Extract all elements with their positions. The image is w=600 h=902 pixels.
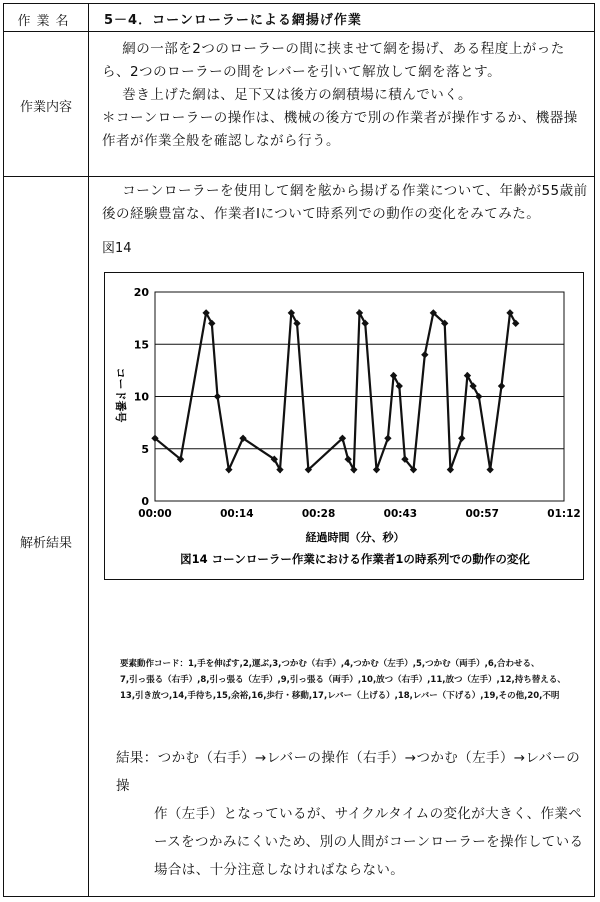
data-point — [421, 351, 428, 358]
work-content-text — [102, 38, 588, 153]
data-point — [498, 382, 505, 389]
work-name-value: 5－4．コーンローラーによる網揚げ作業 — [104, 13, 362, 28]
analysis-result-label: 解析結果 — [19, 536, 72, 551]
analysis-intro: コーンローラーを使用して網を舷から揚げる作業について、年齢が55歳前後の経験豊富な、作業者Ⅰについて時系列での動作の変化をみてみた。 — [102, 183, 588, 222]
row-divider-2 — [4, 176, 594, 177]
result-lead: 結果：つかむ（右手）→レバーの操作（右手）→つかむ（左手）→レバーの操 — [116, 750, 581, 794]
series-line — [155, 313, 516, 470]
work-content-label: 作業内容 — [19, 100, 72, 115]
x-tick-label: 00:28 — [301, 508, 336, 520]
y-tick-label: 15 — [133, 338, 149, 352]
x-tick-label: 00:57 — [465, 508, 499, 520]
figure-label: 図14 — [102, 241, 132, 256]
work-sheet — [3, 3, 595, 897]
y-tick-labels — [134, 286, 150, 508]
data-point — [373, 466, 380, 473]
codes-line-1: 要素動作コード：1,手を伸ばす,2,運ぶ,3,つかむ（右手）,4,つかむ（左手）,5,つかむ（両手）,6,合わせる、 — [120, 659, 540, 669]
x-tick-label: 01:12 — [547, 508, 581, 520]
x-tick-label: 00:43 — [383, 508, 418, 520]
codes-line-2: 7,引っ張る（右手）,8,引っ張る（左手）,9,引っ張る（両手）,10,放つ（右手）,11,放つ（左手）,12,持ち替える、 — [120, 675, 566, 685]
data-point — [225, 466, 232, 473]
data-point — [458, 435, 465, 442]
x-tick-label: 00:00 — [138, 508, 172, 520]
row-divider-1 — [4, 31, 594, 32]
result-text — [116, 744, 592, 884]
content-paragraph-1: 網の一部を2つのローラーの間に挟ませて網を揚げ、ある程度上がったら、2つのローラーの間をレバーを引いて解放して網を落とす。 — [102, 41, 565, 80]
data-point — [447, 466, 454, 473]
x-tick-label: 00:14 — [220, 508, 254, 520]
y-tick-label: 5 — [141, 442, 149, 456]
time-series-chart — [105, 273, 583, 579]
data-point — [384, 435, 391, 442]
chart-frame — [104, 272, 584, 580]
codes-line-3: 13,引き放つ,14,手待ち,15,余裕,16,歩行・移動,17,レバー（上げる）,18,レバー（下げる）,19,その他,20,不明 — [120, 691, 560, 701]
element-action-codes — [120, 656, 590, 704]
y-tick-label: 0 — [141, 495, 149, 508]
x-axis-label: 経過時間（分、秒） — [305, 531, 405, 544]
result-rest: 作（左手）となっているが、サイクルタイムの変化が大きく、作業ペースをつかみにくいため、別の人間がコーンローラーを操作している場合は、十分注意しなければならない。 — [154, 806, 584, 878]
y-tick-label: 10 — [133, 390, 149, 404]
chart-title: 図14 コーンローラー作業における作業者1の時系列での動作の変化 — [180, 552, 530, 566]
data-point — [214, 393, 221, 400]
label-column-divider — [88, 4, 89, 896]
content-paragraph-2: 巻き上げた網は、足下又は後方の網積場に積んでいく。 — [122, 87, 472, 103]
work-name-label: 作業名 — [17, 14, 75, 29]
content-paragraph-3: ＊コーンローラーの操作は、機械の後方で別の作業者が操作するか、機器操作者が作業全般を確認しながら行う。 — [102, 110, 578, 149]
y-axis-label: コード番号 — [114, 367, 127, 423]
y-tick-label: 20 — [133, 286, 149, 299]
data-point — [486, 466, 493, 473]
x-tick-labels — [138, 508, 580, 520]
